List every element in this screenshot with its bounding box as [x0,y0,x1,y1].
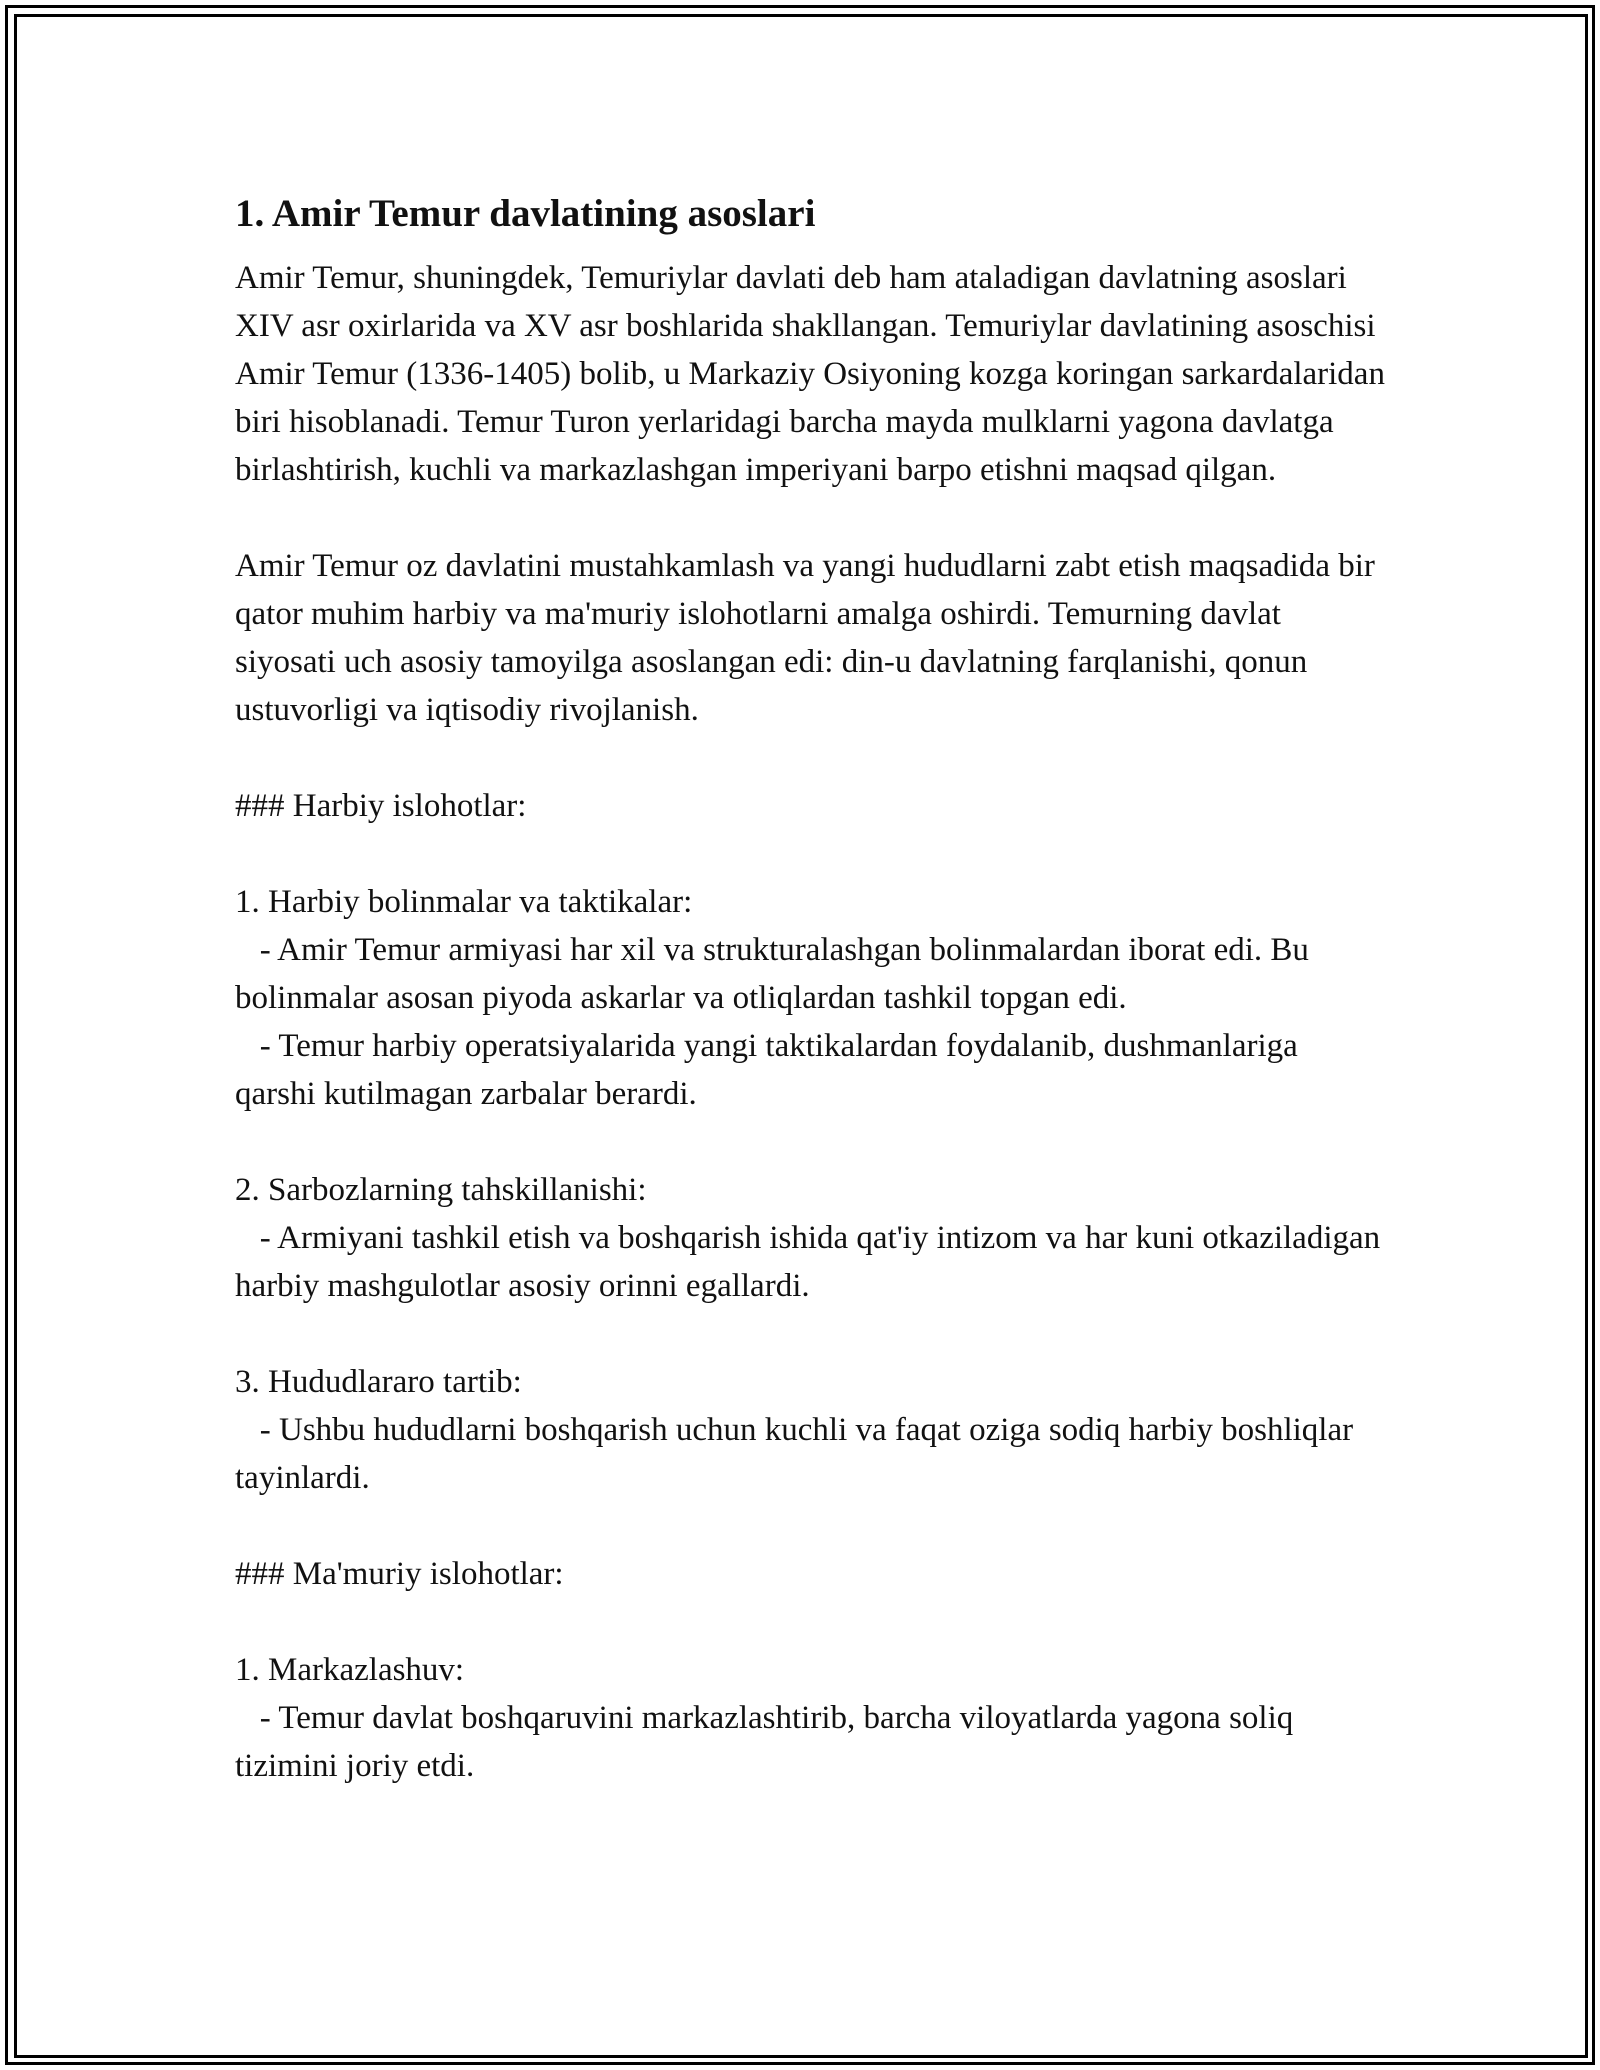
admin-item-bullet: - Temur davlat boshqaruvini markazlashtirib, barcha viloyatlarda yagona soliq tizimini joriy etdi. [235,1700,1302,1784]
military-item-bullet: - Armiyani tashkil etish va boshqarish ishida qat'iy intizom va har kuni otkaziladigan harbiy mashgulotlar asosiy orinni egallardi. [235,1220,1389,1304]
military-item-bullet: - Ushbu hududlarni boshqarish uchun kuchli va faqat oziga sodiq harbiy boshliqlar tayinlardi. [235,1412,1362,1496]
section-heading-admin: ### Ma'muriy islohotlar: [235,1556,564,1592]
document-body [235,186,1394,1790]
military-item-heading: 3. Hududlararo tartib: [235,1364,522,1400]
paragraph-spacer [235,494,1385,542]
military-item-heading: 1. Harbiy bolinmalar va taktikalar: [235,884,693,920]
paragraph-spacer [235,1502,1385,1550]
paragraph-spacer [235,1598,1385,1646]
intro-paragraph: Amir Temur, shuningdek, Temuriylar davlati deb ham ataladigan davlatning asoslari XIV asr oxirlarida va XV asr boshlarida shakllangan. Temuriylar davlatining asoschisi Amir Temur (1336-1405) bolib, u Markaziy Osiyoning kozga koringan sarkardalaridan biri hisoblanadi. Temur Turon yerlaridagi barcha mayda mulklarni yagona davlatga birlashtirish, kuchli va markazlashgan imperiyani barpo etishni maqsad qilgan. [235,260,1394,488]
policy-paragraph: Amir Temur oz davlatini mustahkamlash va yangi hududlarni zabt etish maqsadida bir qator muhim harbiy va ma'muriy islohotlarni amalga oshirdi. Temurning davlat siyosati uch asosiy tamoyilga asoslangan edi: din-u davlatning farqlanishi, qonun ustuvorligi va iqtisodiy rivojlanish. [235,548,1384,728]
military-item-bullet: - Amir Temur armiyasi har xil va strukturalashgan bolinmalardan iborat edi. Bu bolinmalar asosan piyoda askarlar va otliqlardan tashkil topgan edi. [235,932,1318,1016]
military-item-bullet: - Temur harbiy operatsiyalarida yangi taktikalardan foydalanib, dushmanlariga qarshi kutilmagan zarbalar berardi. [235,1028,1307,1112]
document-title: 1. Amir Temur davlatining asoslari [235,192,816,235]
military-item-heading: 2. Sarbozlarning tahskillanishi: [235,1172,647,1208]
section-heading-military: ### Harbiy islohotlar: [235,788,527,824]
paragraph-spacer [235,1310,1385,1358]
paragraph-spacer [235,830,1385,878]
paragraph-spacer [235,734,1385,782]
paragraph-spacer [235,1118,1385,1166]
admin-item-heading: 1. Markazlashuv: [235,1652,465,1688]
